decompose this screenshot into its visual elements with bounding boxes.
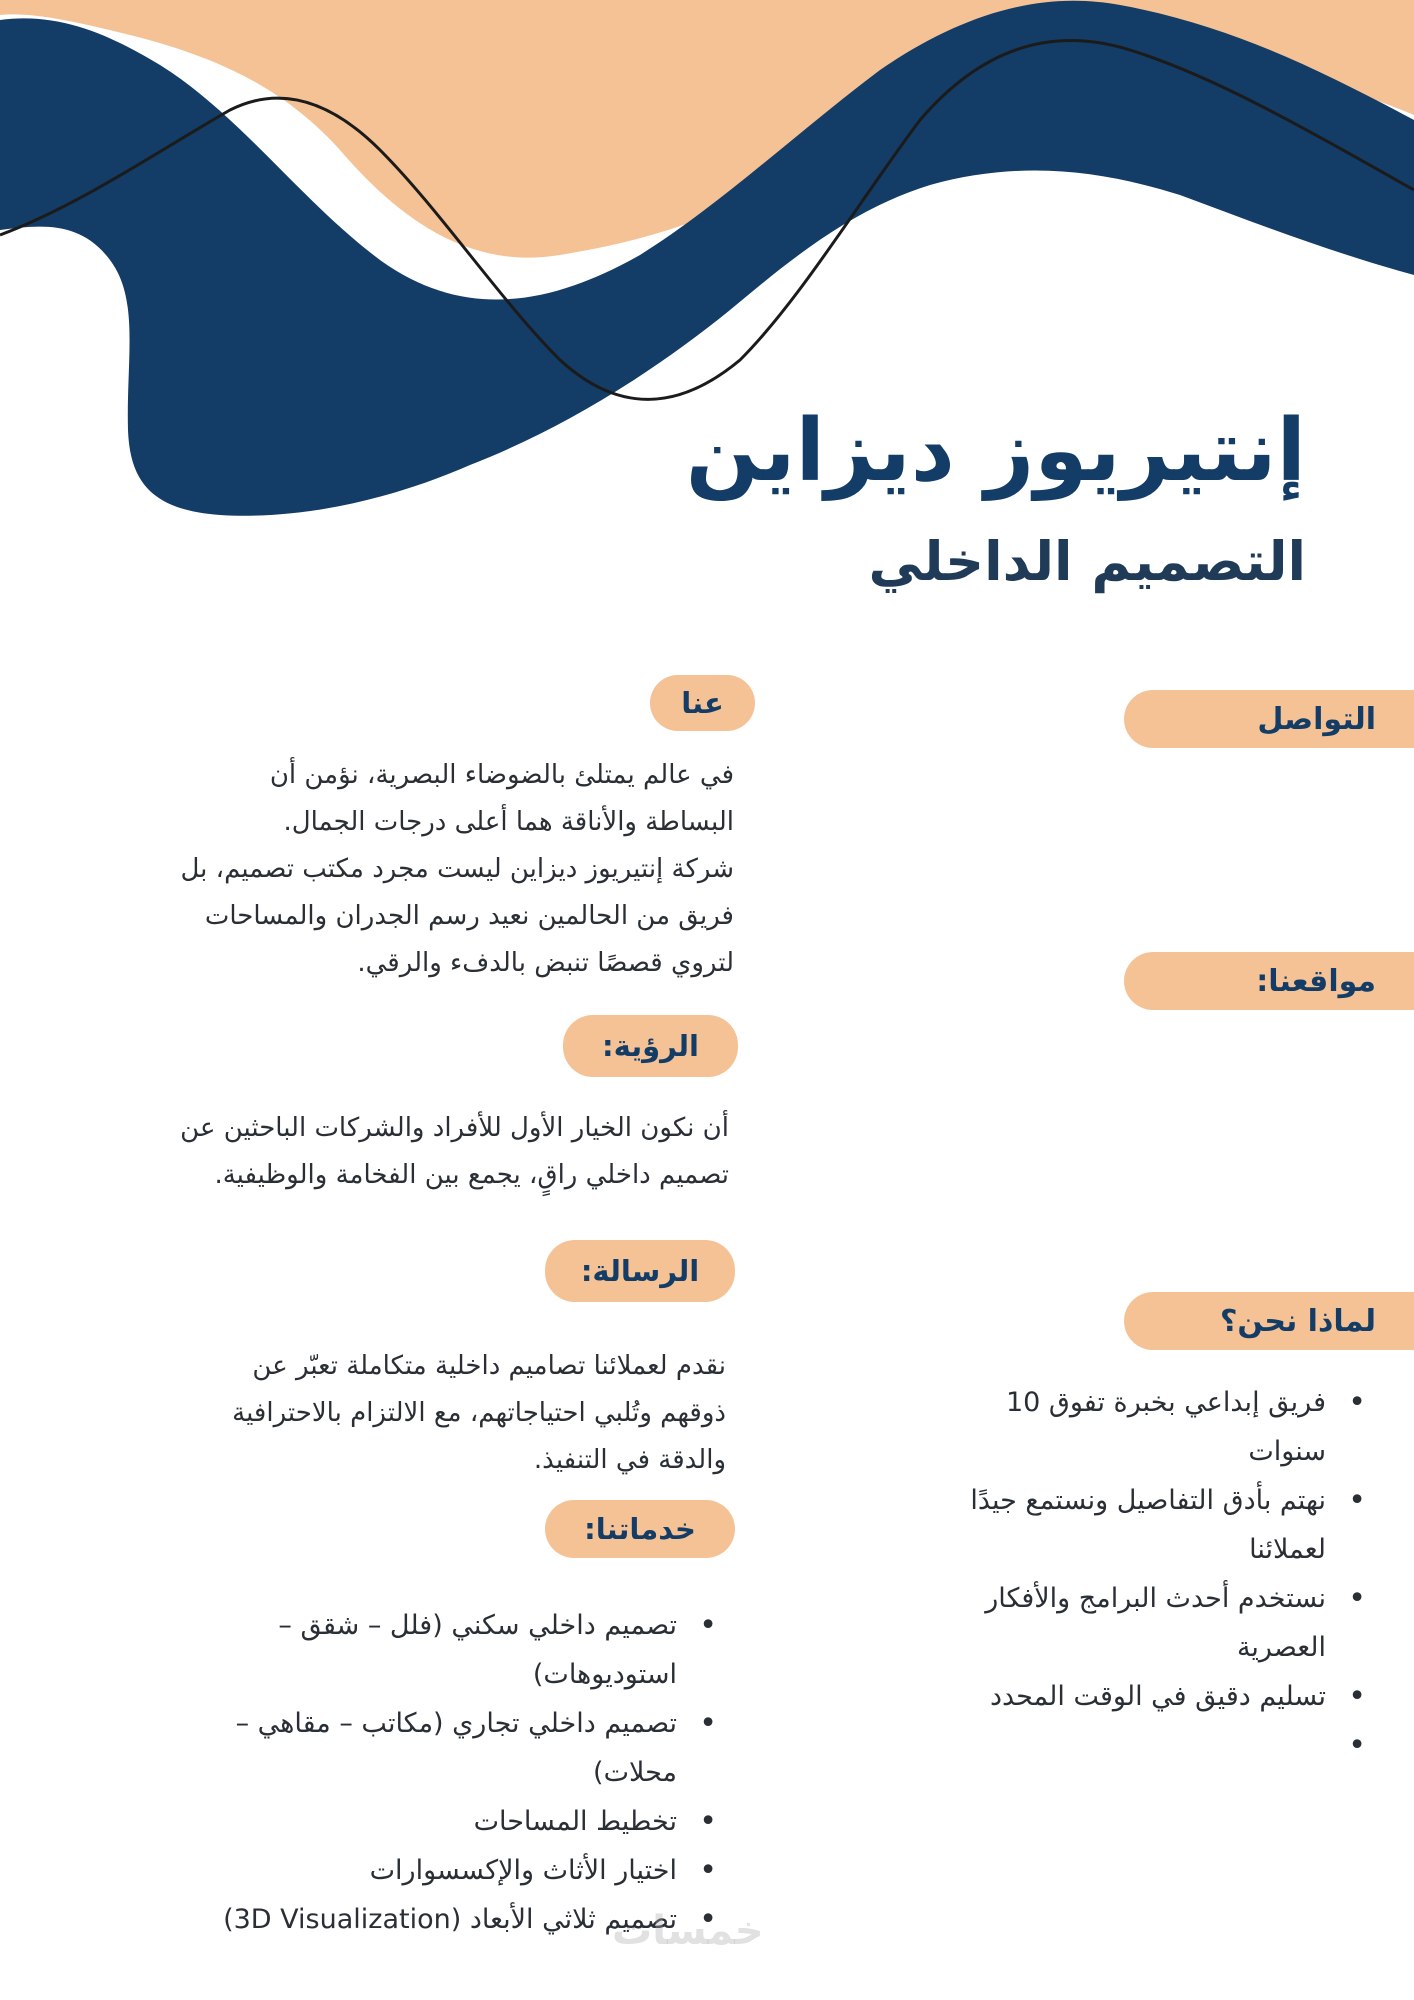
list-item: • فريق إبداعي بخبرة تفوق 10 سنوات <box>921 1378 1366 1476</box>
mission-line: ذوقهم وتُلبي احتياجاتهم، مع الالتزام بالاحترافية <box>232 1398 726 1428</box>
about-text <box>112 752 734 987</box>
list-item: • تصميم داخلي سكني (فلل – شقق – استوديوهات) <box>197 1601 717 1699</box>
list-item: • نستخدم أحدث البرامج والأفكار العصرية <box>921 1574 1366 1672</box>
mission-line: والدقة في التنفيذ. <box>533 1445 726 1475</box>
mission-label: الرسالة: <box>545 1240 735 1302</box>
about-line: فريق من الحالمين نعيد رسم الجدران والمساحات <box>204 901 734 931</box>
about-label: عنا <box>650 675 755 731</box>
mission-line: نقدم لعملائنا تصاميم داخلية متكاملة تعبّر عن <box>252 1351 726 1381</box>
contact-label: التواصل <box>1124 690 1414 748</box>
vision-label: الرؤية: <box>563 1015 738 1077</box>
list-item: • تصميم ثلاثي الأبعاد (3D Visualization) <box>197 1895 717 1944</box>
list-item: • تخطيط المساحات <box>197 1797 717 1846</box>
services-list <box>197 1601 717 1944</box>
why-us-list <box>921 1378 1366 1770</box>
vision-line: أن نكون الخيار الأول للأفراد والشركات الباحثين عن <box>180 1113 729 1143</box>
vision-line: تصميم داخلي راقٍ، يجمع بين الفخامة والوظيفية. <box>214 1160 729 1190</box>
services-label: خدماتنا: <box>545 1500 735 1558</box>
about-line: شركة إنتيريوز ديزاين ليست مجرد مكتب تصميم، بل <box>180 854 734 884</box>
about-line: البساطة والأناقة هما أعلى درجات الجمال. <box>283 807 734 837</box>
locations-label: مواقعنا: <box>1124 952 1414 1010</box>
list-item: • نهتم بأدق التفاصيل ونستمع جيدًا لعملائنا <box>921 1476 1366 1574</box>
list-item: • تسليم دقيق في الوقت المحدد <box>921 1672 1366 1721</box>
about-line: لتروي قصصًا تنبض بالدفء والرقي. <box>357 948 734 978</box>
why-us-label: لماذا نحن؟ <box>1124 1292 1414 1350</box>
page-subtitle: التصميم الداخلي <box>868 530 1306 593</box>
list-item: • اختيار الأثاث والإكسسوارات <box>197 1846 717 1895</box>
page-title: إنتيريوز ديزاين <box>685 401 1306 501</box>
watermark-logo: خمسات <box>612 1908 764 1954</box>
list-item <box>921 1721 1366 1770</box>
vision-text <box>117 1105 729 1199</box>
mission-text <box>126 1343 726 1484</box>
about-line: في عالم يمتلئ بالضوضاء البصرية، نؤمن أن <box>269 760 734 790</box>
list-item: • تصميم داخلي تجاري (مكاتب – مقاهي – محلات) <box>197 1699 717 1797</box>
